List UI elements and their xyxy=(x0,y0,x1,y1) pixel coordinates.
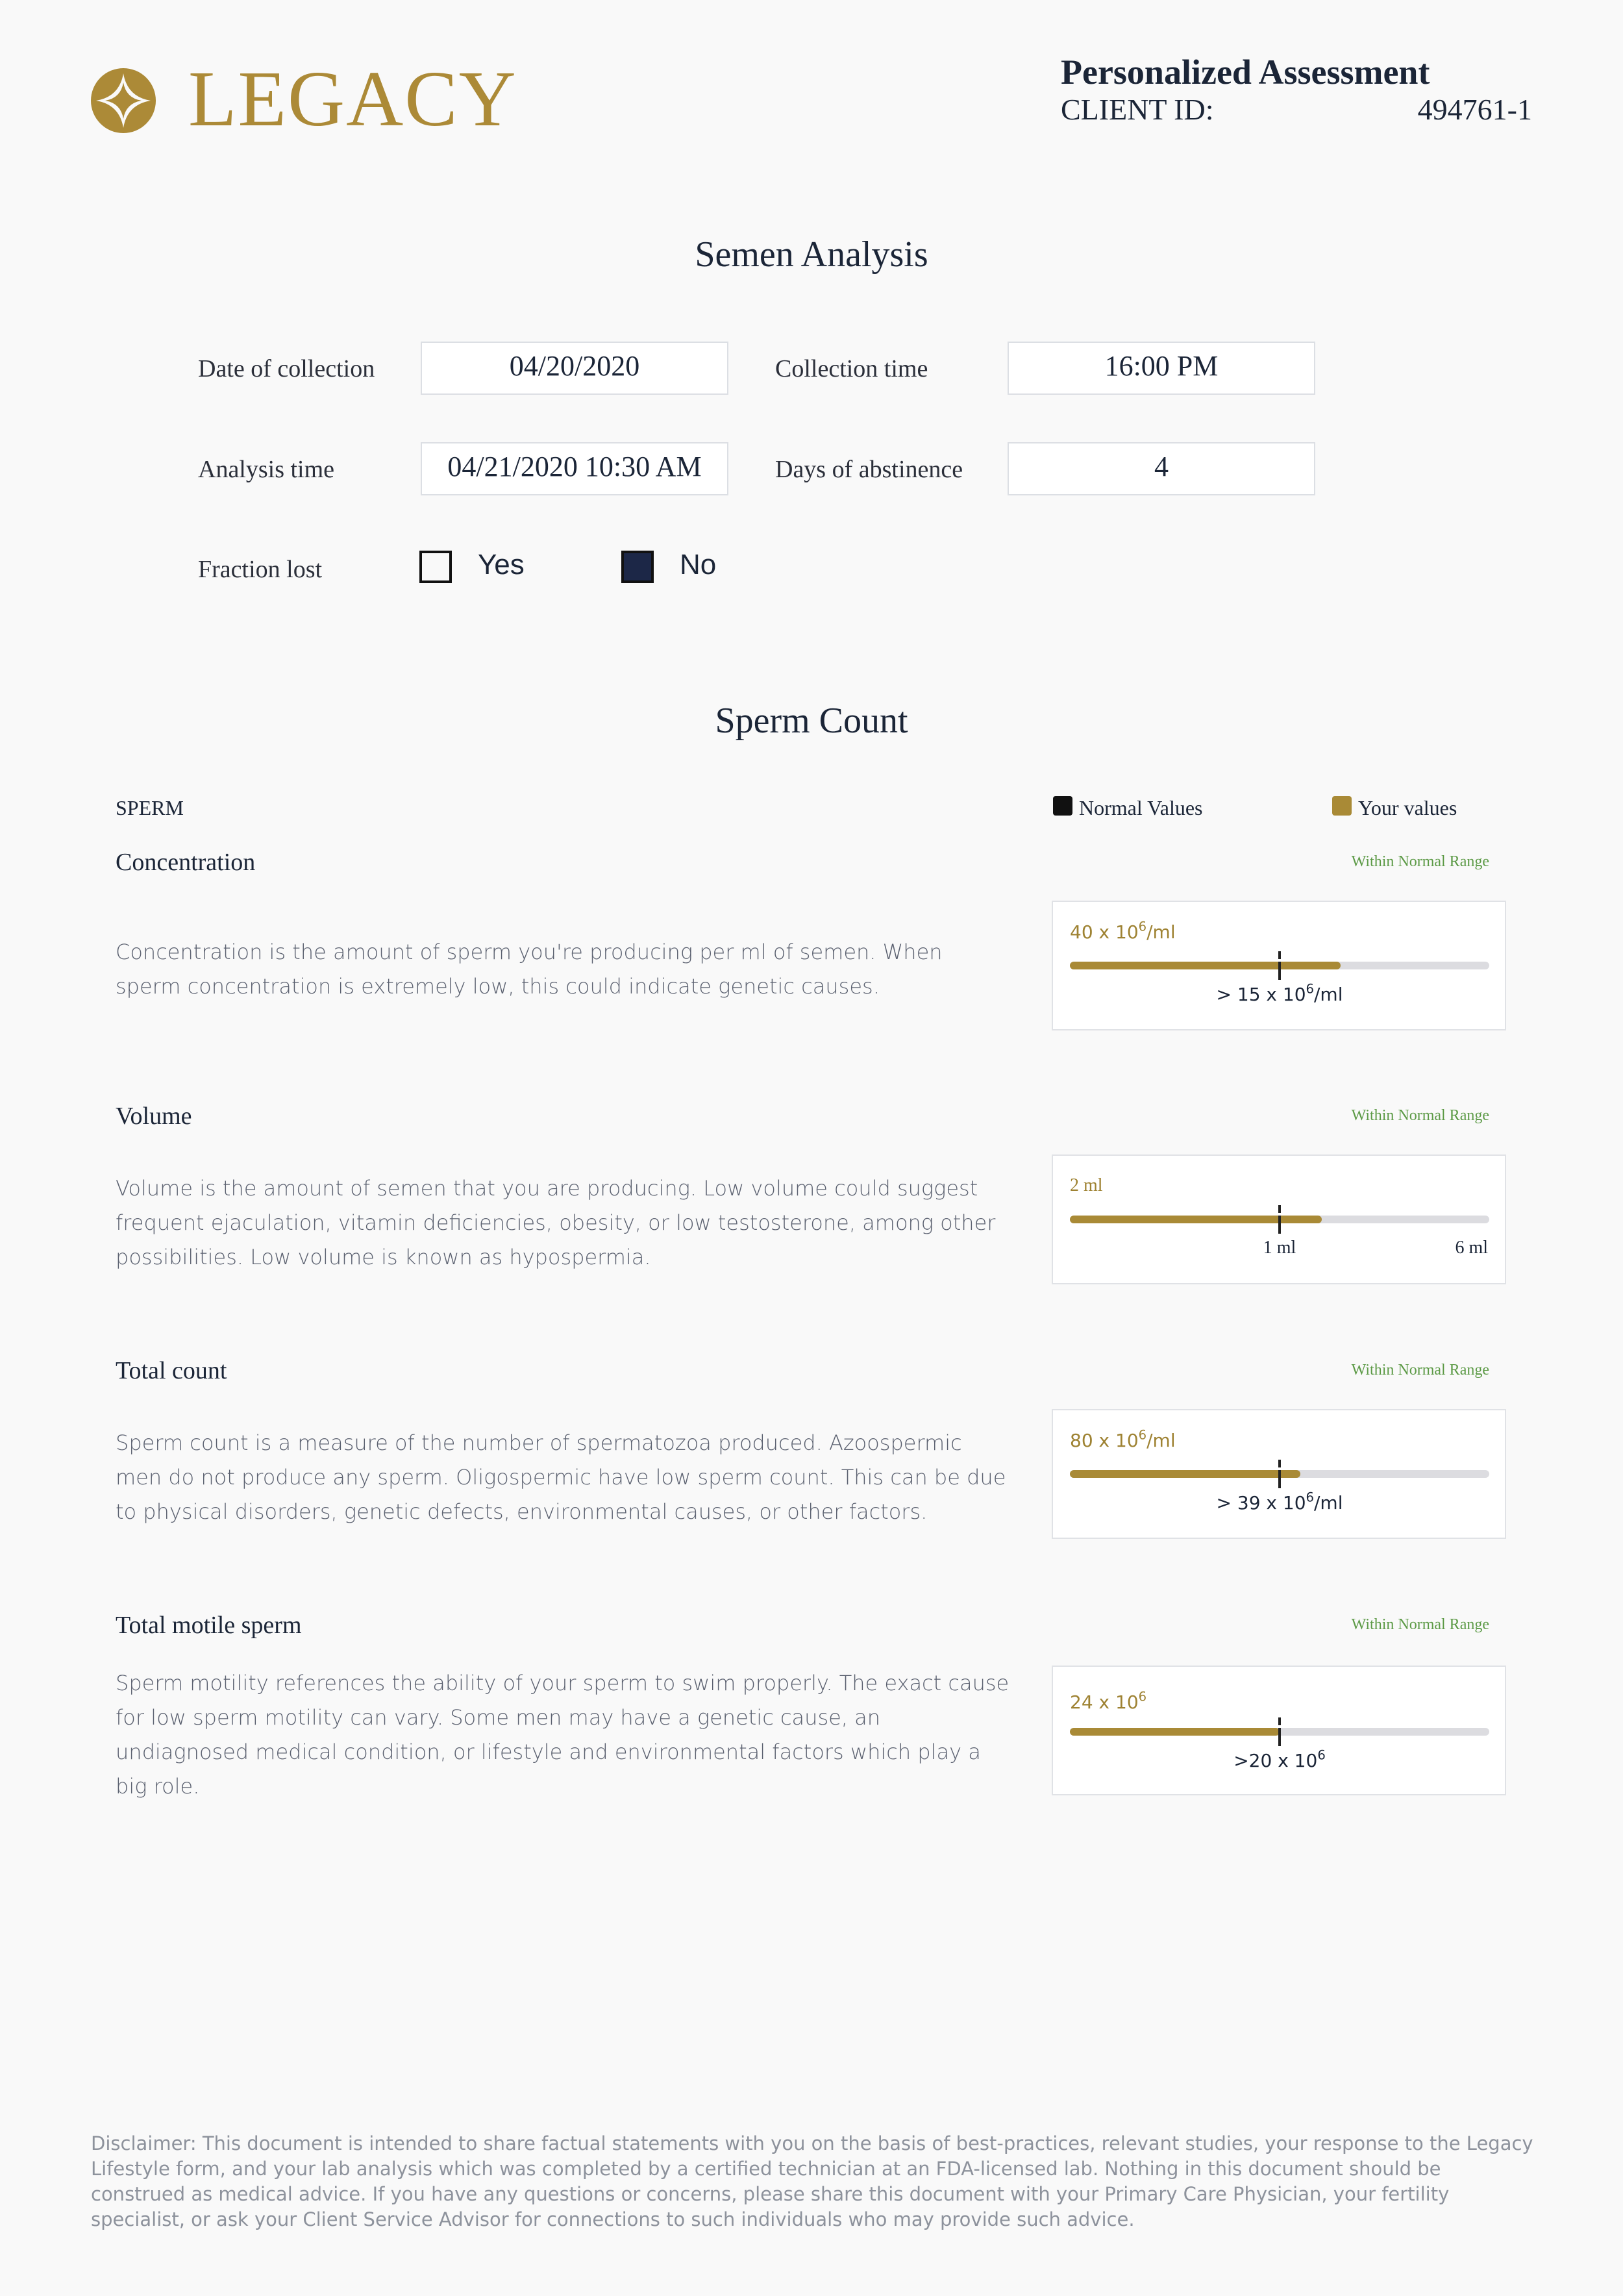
metric-title-total-count: Total count xyxy=(116,1357,227,1384)
metric-status-total-motile-sperm: Within Normal Range xyxy=(1351,1616,1489,1633)
date-of-collection-label: Date of collection xyxy=(198,355,375,382)
normal-value: > 15 x $10^6/ml$ xyxy=(1216,981,1343,1005)
report-title: Personalized Assessment xyxy=(1061,53,1430,92)
metric-card-total-motile-sperm xyxy=(1052,1666,1506,1795)
your-value: 40 x $10^6/ml$ xyxy=(1070,919,1176,943)
metric-title-concentration: Concentration xyxy=(116,849,256,876)
fraction-lost-no-checkbox[interactable] xyxy=(621,551,654,583)
value-bar-track xyxy=(1070,1470,1489,1478)
days-of-abstinence-label: Days of abstinence xyxy=(775,456,963,483)
your-value: 80 x $10^6/ml$ xyxy=(1070,1427,1176,1451)
legacy-cross-circle-icon xyxy=(91,68,156,133)
client-id-label: CLIENT ID: xyxy=(1061,93,1214,126)
collection-time-label: Collection time xyxy=(775,355,928,382)
metric-description-concentration: Concentration is the amount of sperm you're producing per ml of semen. When sperm concentration is extremely low, this could indicate genetic causes. xyxy=(116,940,943,999)
normal-threshold-marker xyxy=(1278,951,1281,980)
normal-value: 1 ml xyxy=(1263,1238,1296,1258)
fraction-lost-label: Fraction lost xyxy=(198,556,323,583)
normal-threshold-marker xyxy=(1278,1717,1281,1746)
max-value: 6 ml xyxy=(1455,1238,1488,1258)
metric-description-total-motile-sperm: Sperm motility references the ability of your sperm to swim properly. The exact cause for low sperm motility can vary. Some men may have a genetic cause, an undiagnosed medical condition, or lifestyle and environmental factors which play a big role. xyxy=(116,1671,1010,1799)
analysis-time-label: Analysis time xyxy=(198,456,335,483)
metric-title-total-motile-sperm: Total motile sperm xyxy=(116,1612,302,1639)
sperm-count-title: Sperm Count xyxy=(715,701,908,741)
date-of-collection-field[interactable]: 04/20/2020 xyxy=(421,342,728,395)
normal-threshold-marker xyxy=(1278,1460,1281,1488)
days-of-abstinence-field[interactable]: 4 xyxy=(1008,442,1315,495)
value-bar-fill xyxy=(1070,962,1341,969)
value-bar-track xyxy=(1070,962,1489,969)
analysis-time-field[interactable]: 04/21/2020 10:30 AM xyxy=(421,442,728,495)
normal-value: >20 x $10^6$ xyxy=(1233,1747,1326,1771)
metric-description-volume: Volume is the amount of semen that you are producing. Low volume could suggest frequent ejaculation, vitamin deficiencies, obesity, or low testosterone, among other possibilities. Low volume is known as hypospermia. xyxy=(116,1176,996,1269)
fraction-lost-no-label: No xyxy=(680,549,717,580)
value-bar-fill xyxy=(1070,1728,1280,1736)
value-bar-fill xyxy=(1070,1470,1300,1478)
fraction-lost-yes-checkbox[interactable] xyxy=(419,551,452,583)
metric-card-total-count xyxy=(1052,1409,1506,1539)
metric-card-concentration xyxy=(1052,901,1506,1030)
collection-time-field[interactable]: 16:00 PM xyxy=(1008,342,1315,395)
disclaimer-text: Disclaimer: This document is intended to share factual statements with you on the basis of best-practices, relevant studies, your response to the Legacy Lifestyle form, and your lab analysis which was completed by a certified technician at an FDA-licensed lab. Nothing in this document should be construed as medical advice. If you have any questions or concerns, please share this document with your Primary Care Physician, your fertility specialist, or ask your Client Service Advisor for connections to such individuals who may provide such advice. xyxy=(91,2132,1533,2230)
brand-logo: LEGACY xyxy=(188,55,517,143)
metric-status-concentration: Within Normal Range xyxy=(1351,853,1489,870)
normal-value: > 39 x $10^6/ml$ xyxy=(1216,1490,1343,1514)
fraction-lost-yes-label: Yes xyxy=(478,549,525,580)
legend-normal-swatch xyxy=(1053,796,1072,816)
legend-your-values-swatch xyxy=(1332,796,1352,816)
client-id-value: 494761-1 xyxy=(1417,93,1532,126)
metric-title-volume: Volume xyxy=(116,1103,192,1130)
your-value: 24 x $10^6$ xyxy=(1070,1689,1147,1713)
legend-normal-label: Normal Values xyxy=(1079,796,1203,819)
normal-threshold-marker xyxy=(1278,1205,1281,1234)
sperm-section-label: SPERM xyxy=(116,796,184,819)
value-bar-track xyxy=(1070,1728,1489,1736)
semen-analysis-title: Semen Analysis xyxy=(695,234,928,275)
legend-your-values-label: Your values xyxy=(1358,796,1457,819)
your-value: 2 ml xyxy=(1070,1175,1103,1195)
value-bar-track xyxy=(1070,1216,1489,1223)
metric-description-total-count: Sperm count is a measure of the number of spermatozoa produced. Azoospermic men do not produce any sperm. Oligospermic have low sperm count. This can be due to physical disorders, genetic defects, environmental causes, or other factors. xyxy=(116,1430,1006,1524)
value-bar-fill xyxy=(1070,1216,1322,1223)
metric-status-total-count: Within Normal Range xyxy=(1351,1362,1489,1379)
metric-card-volume xyxy=(1052,1154,1506,1284)
metric-status-volume: Within Normal Range xyxy=(1351,1107,1489,1124)
